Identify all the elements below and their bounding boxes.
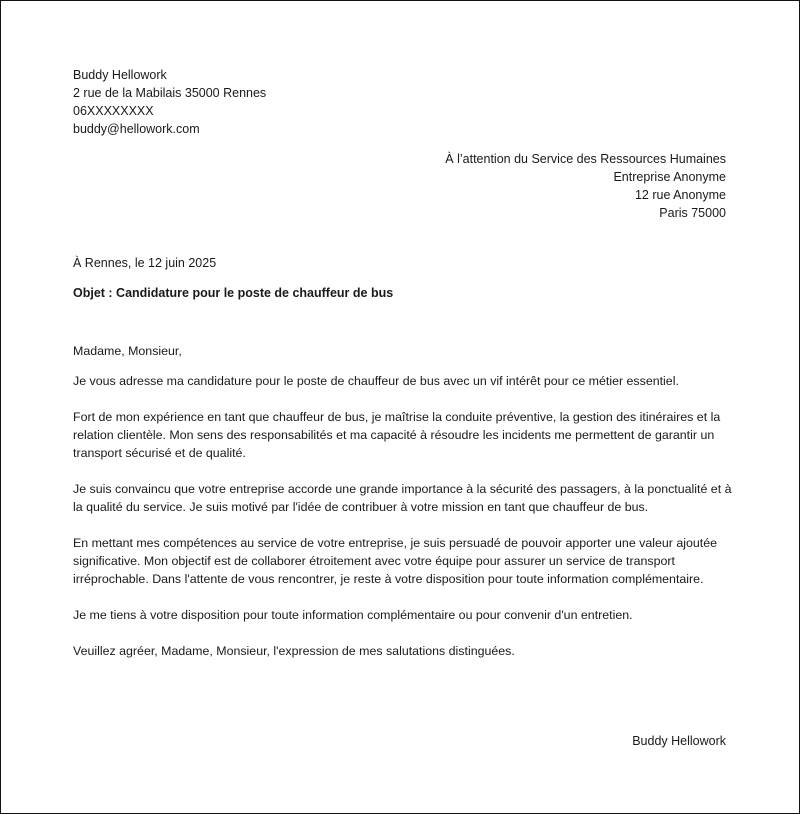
letter-subject: Objet : Candidature pour le poste de chauffeur de bus [73, 286, 394, 300]
recipient-block [445, 150, 726, 222]
sender-email: buddy@hellowork.com [73, 122, 200, 136]
signature: Buddy Hellowork [632, 734, 726, 748]
letter-body [73, 342, 733, 678]
recipient-street: 12 rue Anonyme [634, 188, 726, 202]
paragraph-motivation: Je suis convaincu que votre entreprise accorde une grande importance à la sécurité des passagers, à la ponctualité et à la qualité du service. Je suis motivé par l'idée de contribuer à votre mission en tant que chauffeur de bus. [73, 482, 732, 514]
paragraph-closing: Veuillez agréer, Madame, Monsieur, l'expression de mes salutations distinguées. [73, 644, 515, 658]
paragraph-value: En mettant mes compétences au service de votre entreprise, je suis persuadé de pouvoir apporter une valeur ajoutée significative. Mon objectif est de collaborer étroitement avec votre équipe pour assurer un service de transport irréprochable. Dans l'attente de vous rencontrer, je reste à votre disposition pour toute information complémentaire. [73, 536, 717, 586]
greeting: Madame, Monsieur, [73, 344, 182, 358]
paragraph-experience: Fort de mon expérience en tant que chauffeur de bus, je maîtrise la conduite préventive, la gestion des itinéraires et la relation clientèle. Mon sens des responsabilités et ma capacité à résoudre les incidents me permettent de garantir un transport sécurisé et de qualité. [73, 410, 721, 460]
sender-block [73, 66, 266, 138]
paragraph-intro: Je vous adresse ma candidature pour le poste de chauffeur de bus avec un vif intérêt pour ce métier essentiel. [73, 374, 679, 388]
recipient-company: Entreprise Anonyme [613, 170, 726, 184]
recipient-attention: À l’attention du Service des Ressources Humaines [445, 152, 726, 166]
sender-address: 2 rue de la Mabilais 35000 Rennes [73, 86, 267, 100]
sender-phone: 06XXXXXXXX [73, 104, 154, 118]
place-date: À Rennes, le 12 juin 2025 [73, 256, 217, 270]
paragraph-availability: Je me tiens à votre disposition pour toute information complémentaire ou pour convenir d'un entretien. [73, 608, 633, 622]
recipient-city: Paris 75000 [659, 206, 726, 220]
sender-name: Buddy Hellowork [73, 68, 167, 82]
